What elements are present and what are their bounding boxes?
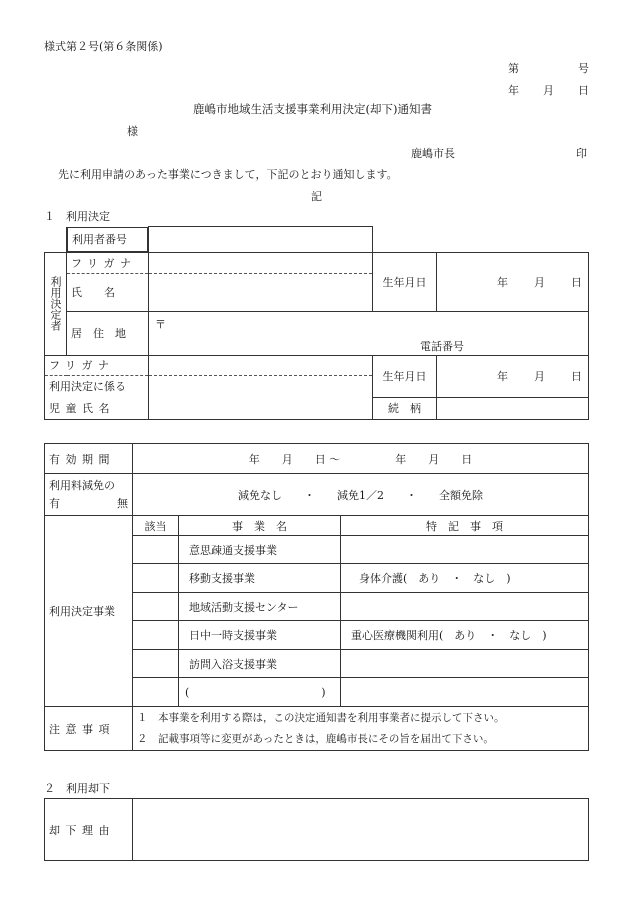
service-note-5[interactable]	[341, 650, 589, 678]
validity-period-field[interactable]: 年 月 日 〜 年 月 日	[133, 444, 589, 474]
services-label: 利用決定事業	[45, 516, 133, 707]
fee-reduction-label: 利用料減免の 有 無	[45, 474, 133, 516]
service-note-1[interactable]	[341, 536, 589, 564]
rejection-reason-field[interactable]	[133, 799, 589, 861]
recipient-table	[44, 226, 589, 420]
service-check-2[interactable]	[133, 564, 179, 593]
issue-day: 日	[578, 84, 589, 97]
service-name-2: 移動支援事業	[179, 564, 341, 593]
child-birth-field[interactable]: 年 月 日	[437, 355, 589, 397]
name-field[interactable]	[149, 273, 373, 311]
document-title: 鹿嶋市地域生活支援事業利用決定(却下)通知書	[193, 102, 432, 116]
furigana-field[interactable]	[149, 252, 373, 273]
service-name-1: 意思疎通支援事業	[179, 536, 341, 564]
service-check-1[interactable]	[133, 536, 179, 564]
service-note-2[interactable]: 身体介護( あり ・ なし )	[341, 564, 589, 593]
doc-number-prefix: 第	[508, 62, 519, 75]
user-id-label: 利用者番号	[67, 227, 148, 252]
intro-text: 先に利用申請のあった事業につきまして，下記のとおり通知します。	[58, 168, 398, 181]
relationship-label: 続 柄	[373, 397, 437, 419]
child-name-field-top[interactable]	[149, 375, 373, 397]
decision-table	[44, 443, 589, 751]
phone-label: 電話番号	[420, 339, 464, 353]
child-birth-label: 生年月日	[373, 355, 437, 397]
child-name-field[interactable]	[149, 397, 373, 419]
notice-item-2: ２ 記載事項等に変更があったときは，鹿嶋市長にその旨を届出て下さい。	[137, 732, 494, 745]
service-name-5: 訪問入浴支援事業	[179, 650, 341, 678]
notice-text	[133, 707, 589, 751]
service-check-3[interactable]	[133, 593, 179, 621]
child-label-2: 児童氏名	[45, 397, 149, 419]
rejection-reason-label: 却下理由	[45, 799, 133, 861]
issue-month: 月	[543, 84, 554, 97]
user-id-field[interactable]	[149, 227, 373, 253]
issue-year: 年	[508, 84, 519, 97]
addressee-suffix: 様	[127, 125, 138, 138]
notice-label: 注意事項	[45, 707, 133, 751]
address-field[interactable]	[149, 311, 589, 355]
service-check-6[interactable]	[133, 678, 179, 707]
section2-heading: ２ 利用却下	[44, 782, 110, 795]
col-applicable: 該当	[133, 516, 179, 536]
child-label-1: 利用決定に係る	[45, 375, 149, 397]
section1-heading: １ 利用決定	[44, 210, 110, 223]
ki-mark: 記	[311, 190, 322, 203]
furigana-label: フリガナ	[67, 252, 149, 273]
recipient-group-label: 利用決定者	[45, 252, 67, 355]
relationship-field[interactable]	[437, 397, 589, 419]
service-check-5[interactable]	[133, 650, 179, 678]
child-furigana-label: フリガナ	[45, 355, 149, 375]
service-note-6[interactable]	[341, 678, 589, 707]
birth-date-field[interactable]: 年 月 日	[437, 252, 589, 311]
service-note-4[interactable]: 重心医療機関利用( あり ・ なし )	[341, 621, 589, 650]
service-name-other[interactable]: ( )	[179, 678, 341, 707]
child-furigana-field[interactable]	[149, 355, 373, 375]
form-number: 様式第２号(第６条関係)	[44, 40, 163, 53]
col-special-notes: 特 記 事 項	[341, 516, 589, 536]
service-check-4[interactable]	[133, 621, 179, 650]
service-name-3: 地域活動支援センター	[179, 593, 341, 621]
service-name-4: 日中一時支援事業	[179, 621, 341, 650]
service-note-3[interactable]	[341, 593, 589, 621]
rejection-table	[44, 798, 589, 861]
validity-period-label: 有効期間	[45, 444, 133, 474]
col-service-name: 事 業 名	[179, 516, 341, 536]
seal-mark: 印	[576, 147, 587, 160]
birth-date-label: 生年月日	[373, 252, 437, 311]
notice-item-1: １ 本事業を利用する際は，この決定通知書を利用事業者に提示して下さい。	[137, 711, 505, 724]
address-label: 居 住 地	[67, 311, 149, 355]
issuer-name: 鹿嶋市長	[411, 147, 455, 160]
fee-reduction-options[interactable]: 減免なし ・ 減免1／2 ・ 全額免除	[133, 474, 589, 516]
blank-area	[373, 227, 589, 253]
user-id-spacer	[45, 227, 67, 253]
doc-number-suffix: 号	[578, 62, 589, 75]
name-label: 氏 名	[67, 273, 149, 311]
postal-mark: 〒	[155, 317, 166, 331]
